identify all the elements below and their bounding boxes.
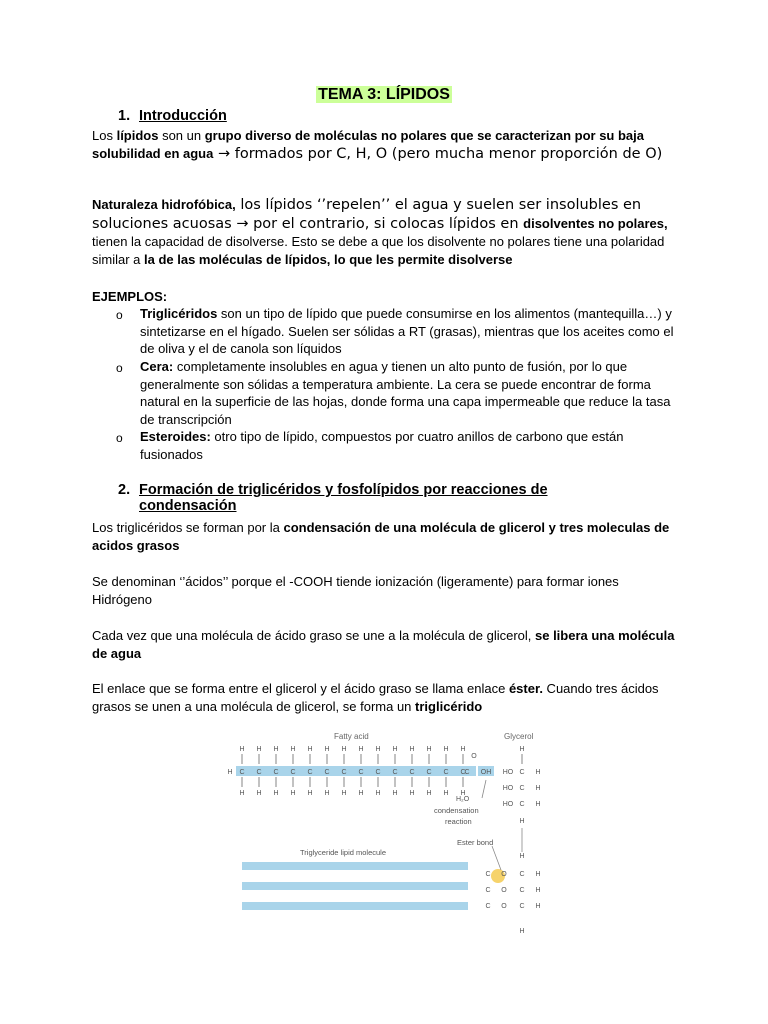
- intro-paragraph: Los lípidos son un grupo diverso de moléculas no polares que se caracterizan por su baja solubilidad en agua → formados por C, H, O (pero mucha menor proporción de O): [92, 128, 663, 162]
- atom-h: H: [460, 790, 466, 797]
- atom-h: H: [409, 790, 415, 797]
- section-2-title: Formación de triglicéridos y fosfolípidos por reacciones de condensación: [139, 482, 548, 514]
- fatty-acid-label: Fatty acid: [334, 732, 369, 741]
- atom-c: C: [519, 785, 525, 792]
- triglyceride-label: Triglyceride lipid molecule: [300, 848, 387, 857]
- bullet-icon: o: [116, 431, 123, 445]
- atom-h: H: [273, 746, 279, 753]
- atom-h: H: [290, 746, 296, 753]
- atom-h: H: [426, 790, 432, 797]
- atom-h: H: [535, 785, 541, 792]
- section-1-number: 1.: [118, 108, 131, 124]
- atom-c: C: [485, 903, 491, 910]
- atom-c: C: [519, 769, 525, 776]
- chain-bar: [242, 882, 468, 890]
- atom-h: H: [341, 790, 347, 797]
- condensation-label-2: reaction: [445, 817, 472, 826]
- bullet-icon: o: [116, 361, 123, 375]
- triglyceride-chains: [242, 862, 468, 910]
- ester-bond-label: Ester bond: [457, 838, 494, 847]
- chain-bar: [242, 862, 468, 870]
- atom-h: H: [227, 769, 233, 776]
- atom-h: H: [519, 818, 525, 825]
- atom-h: H: [392, 746, 398, 753]
- examples-label: EJEMPLOS:: [92, 289, 168, 304]
- atom-h: H: [375, 746, 381, 753]
- atom-h: H: [443, 790, 449, 797]
- section-2-number: 2.: [118, 482, 131, 498]
- atom-c: C: [460, 769, 466, 776]
- atom-h: H: [358, 746, 364, 753]
- atom-h: H: [273, 790, 279, 797]
- atom-c: C: [519, 903, 525, 910]
- fatty-acid-chain: [227, 746, 494, 797]
- atom-h: H: [256, 790, 262, 797]
- atom-h: H: [358, 790, 364, 797]
- atom-h: H: [535, 903, 541, 910]
- atom-c: C: [290, 769, 296, 776]
- atom-h: H: [239, 746, 245, 753]
- atom-h: H: [426, 746, 432, 753]
- atom-c: C: [239, 769, 245, 776]
- atom-o: O: [471, 753, 477, 760]
- atom-h: H: [535, 887, 541, 894]
- glycerol-molecule: [503, 746, 541, 825]
- atom-h: H: [324, 790, 330, 797]
- triglyceride-glycerol: [485, 853, 540, 935]
- example-item-esteroides: Esteroides: otro tipo de lípido, compuestos por cuatro anillos de carbono que están fusionados: [140, 429, 624, 462]
- atom-c: C: [485, 871, 491, 878]
- atom-c: C: [464, 769, 470, 776]
- atom-h: H: [324, 746, 330, 753]
- atom-h: H: [290, 790, 296, 797]
- atom-ho: HO: [502, 769, 514, 776]
- atom-oh: OH: [480, 769, 492, 776]
- page-title: TEMA 3: LÍPIDOS: [318, 86, 450, 103]
- atom-h: H: [341, 746, 347, 753]
- atom-h: H: [519, 746, 525, 753]
- section-1-title: Introducción: [139, 108, 227, 124]
- atom-h: H: [443, 746, 449, 753]
- atom-o: O: [501, 871, 507, 878]
- atom-h: H: [375, 790, 381, 797]
- condensation-label-1: condensation: [434, 806, 479, 815]
- condensation-paragraph: Los triglicéridos se forman por la condensación de una molécula de glicerol y tres moleculas de acidos grasos: [92, 520, 670, 553]
- atom-o: O: [501, 887, 507, 894]
- atom-h: H: [256, 746, 262, 753]
- atom-c: C: [341, 769, 347, 776]
- atom-c: C: [426, 769, 432, 776]
- atom-c: C: [324, 769, 330, 776]
- glycerol-label: Glycerol: [504, 732, 534, 741]
- reaction-arrows: [482, 780, 525, 870]
- atom-c: C: [256, 769, 262, 776]
- atom-c: C: [443, 769, 449, 776]
- example-item-trigliceridos: Triglicéridos son un tipo de lípido que puede consumirse en los alimentos (mantequilla…) y sintetizarse en el hígado. Suelen ser sólidas a RT (grasas), mientras que los aceites como el de oliva y el de canola son líquidos: [140, 306, 674, 356]
- atom-h: H: [519, 853, 525, 860]
- chain-bar: [242, 902, 468, 910]
- curve-arrow: [482, 780, 486, 798]
- atom-h: H: [239, 790, 245, 797]
- atom-c: C: [409, 769, 415, 776]
- atom-h: H: [307, 746, 313, 753]
- atom-c: C: [392, 769, 398, 776]
- chain-highlight: [236, 766, 476, 776]
- ester-paragraph: El enlace que se forma entre el glicerol y el ácido graso se llama enlace éster. Cuando tres ácidos grasos se unen a una molécula de glicerol, se forma un triglicérido: [92, 681, 659, 714]
- atom-c: C: [485, 887, 491, 894]
- atom-o: O: [501, 903, 507, 910]
- acids-paragraph: Se denominan ‘’ácidos’’ porque el -COOH tiende ionización (ligeramente) para formar iones Hidrógeno: [92, 574, 619, 607]
- atom-h: H: [535, 769, 541, 776]
- atom-h: H: [535, 871, 541, 878]
- hydrophobic-paragraph: Naturaleza hidrofóbica, los lípidos ‘’repelen’’ el agua y suelen ser insolubles en soluciones acuosas → por el contrario, si colocas lípidos en disolventes no polares, tienen la capacidad de disolverse. Esto se debe a que los disolvente no polares tiene una polaridad similar a la de las moléculas de lípidos, lo que les permite disolverse: [92, 197, 668, 267]
- water-paragraph: Cada vez que una molécula de ácido graso se une a la molécula de glicerol, se libera una molécula de agua: [92, 628, 675, 661]
- atom-c: C: [519, 871, 525, 878]
- atom-h: H: [535, 801, 541, 808]
- atom-h: H: [519, 928, 525, 935]
- atom-ho: HO: [502, 801, 514, 808]
- triglyceride-formation-diagram: [222, 728, 552, 938]
- atom-c: C: [519, 801, 525, 808]
- atom-c: C: [358, 769, 364, 776]
- bullet-icon: o: [116, 308, 123, 322]
- water-label: H₂O: [456, 796, 470, 803]
- atom-c: C: [273, 769, 279, 776]
- atom-ho: HO: [502, 785, 514, 792]
- atom-h: H: [307, 790, 313, 797]
- ester-pointer: [492, 846, 501, 870]
- atom-h: H: [409, 746, 415, 753]
- example-item-cera: Cera: completamente insolubles en agua y tienen un alto punto de fusión, por lo que generalmente son sólidas a temperatura ambiente. La cera se puede encontrar de forma natural en la superficie de las hojas, donde forma una capa impermeable que reduce la tasa de transcripción: [140, 359, 671, 427]
- atom-c: C: [307, 769, 313, 776]
- atom-c: C: [519, 887, 525, 894]
- atom-h: H: [392, 790, 398, 797]
- atom-h: H: [460, 746, 466, 753]
- atom-c: C: [375, 769, 381, 776]
